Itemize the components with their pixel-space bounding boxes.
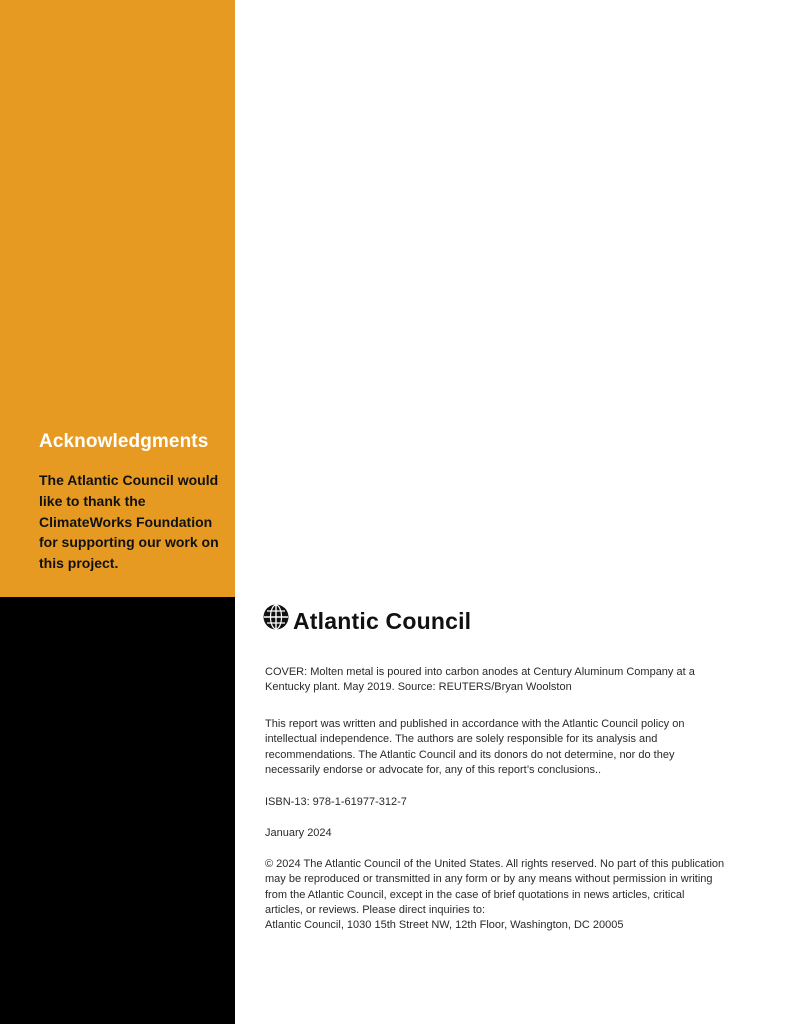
policy-statement: This report was written and published in accordance with the Atlantic Council policy on intellectual independence. The authors are solely responsible for its analysis and recommendations. The Atlantic Council and its donors do not determine, nor do they necessarily endorse or advocate for, any of this report’s conclusions..: [265, 718, 685, 776]
black-decorative-panel: [0, 597, 235, 1024]
copyright-notice: [265, 857, 725, 933]
isbn: ISBN-13: 978-1-61977-312-7: [265, 796, 407, 808]
contact-address: Atlantic Council, 1030 15th Street NW, 12th Floor, Washington, DC 20005: [265, 919, 624, 932]
acknowledgments-body: The Atlantic Council would like to thank the ClimateWorks Foundation for supporting our work on this project.: [39, 472, 219, 572]
publication-date: January 2024: [265, 827, 332, 839]
cover-caption: COVER: Molten metal is poured into carbon anodes at Century Aluminum Company at a Kentucky plant. May 2019. Source: REUTERS/Bryan Woolston: [265, 666, 695, 694]
acknowledgments-heading: Acknowledgments: [39, 431, 209, 452]
globe-icon: [262, 603, 290, 631]
logo-text: Atlantic Council: [293, 607, 472, 634]
copyright-text: © 2024 The Atlantic Council of the United States. All rights reserved. No part of this publication may be reproduced or transmitted in any form or by any means without permission in writing from the Atlantic Council, except in the case of brief quotations in news articles, critical articles, or reviews. Please direct inquiries to:: [265, 858, 725, 916]
atlantic-council-logo: [262, 600, 471, 634]
